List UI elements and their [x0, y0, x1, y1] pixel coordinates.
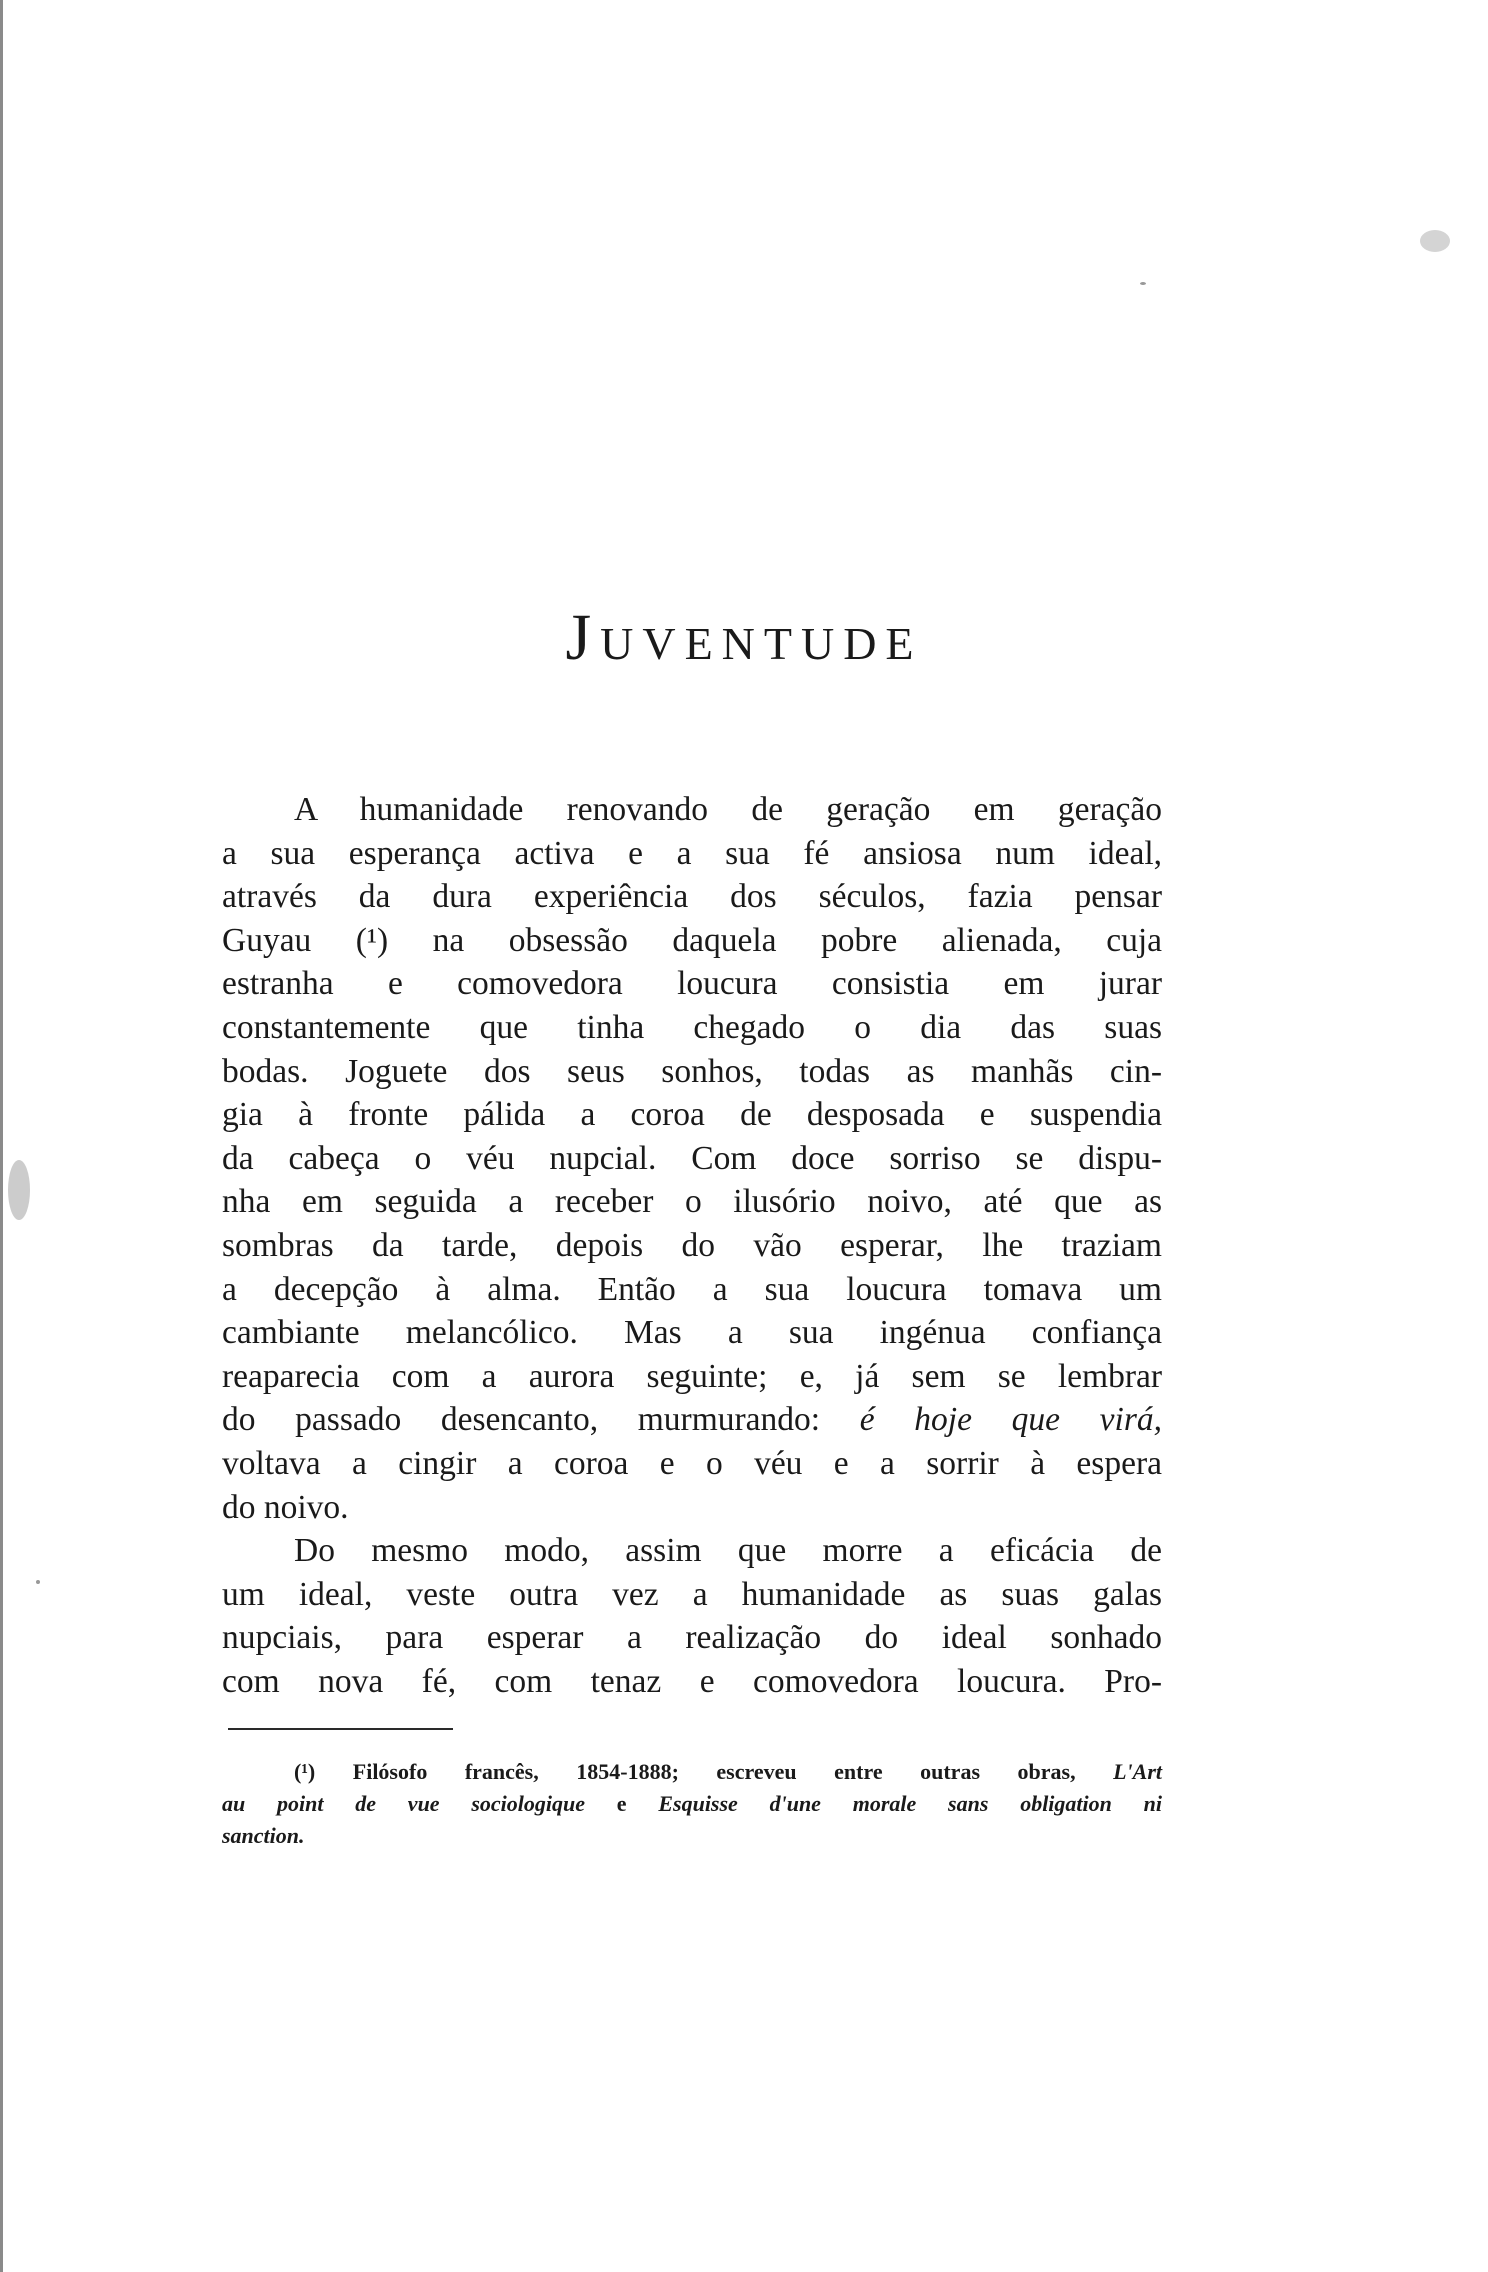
- text-line: [222, 1398, 1162, 1442]
- scan-edge: [0, 0, 3, 2272]
- footnote-line: [222, 1820, 1162, 1852]
- text-segment: do passado desencanto, murmurando:: [222, 1401, 860, 1439]
- footnote-divider: [228, 1728, 453, 1730]
- scan-speck: [1420, 230, 1450, 252]
- text-line: com nova fé, com tenaz e comovedora loucura. Pro-: [222, 1662, 1162, 1700]
- text-line: reaparecia com a aurora seguinte; e, já sem se lembrar: [222, 1357, 1162, 1395]
- text-segment: au point de vue sociologique: [222, 1791, 586, 1816]
- text-line: através da dura experiência dos séculos, fazia pensar: [222, 878, 1162, 916]
- text-line: A humanidade renovando de geração em geração: [294, 791, 1162, 828]
- text-segment: L'Art: [1113, 1759, 1163, 1784]
- text-line: estranha e comovedora loucura consistia em jurar: [222, 965, 1162, 1003]
- chapter-title: Juventude: [565, 601, 923, 674]
- text-line: nha em seguida a receber o ilusório noivo, até que as: [222, 1183, 1162, 1221]
- text-line: constantemente que tinha chegado o dia das suas: [222, 1008, 1162, 1046]
- text-line: bodas. Joguete dos seus sonhos, todas as manhãs cin-: [222, 1052, 1162, 1090]
- text-line: Guyau (¹) na obsessão daquela pobre alienada, cuja: [222, 921, 1162, 959]
- text-line: um ideal, veste outra vez a humanidade as suas galas: [222, 1575, 1162, 1613]
- text-line: a sua esperança activa e a sua fé ansiosa num ideal,: [222, 834, 1162, 872]
- scan-speck: [36, 1580, 40, 1584]
- text-line: sombras da tarde, depois do vão esperar, lhe traziam: [222, 1226, 1162, 1264]
- text-segment: Esquisse d'une morale sans obligation ni: [658, 1791, 1163, 1816]
- footnote: [222, 1756, 1162, 1852]
- text-segment: Filósofo francês, 1854-1888; escreveu entre outras obras,: [352, 1759, 1076, 1784]
- text-line: do noivo.: [222, 1488, 349, 1526]
- scan-speck: [8, 1160, 30, 1220]
- italic-quote: é hoje que virá,: [859, 1401, 1162, 1439]
- scan-speck: [1140, 282, 1146, 285]
- text-line: voltava a cingir a coroa e o véu e a sorrir à espera: [222, 1444, 1162, 1482]
- footnote-line: [222, 1788, 1162, 1820]
- text-line: gia à fronte pálida a coroa de desposada e suspendia: [222, 1096, 1162, 1134]
- text-segment: e: [616, 1791, 627, 1816]
- text-line: nupciais, para esperar a realização do ideal sonhado: [222, 1619, 1162, 1657]
- text-line: da cabeça o véu nupcial. Com doce sorriso se dispu-: [222, 1139, 1162, 1177]
- text-segment: sanction.: [222, 1823, 305, 1848]
- text-line: a decepção à alma. Então a sua loucura tomava um: [222, 1270, 1162, 1308]
- footnote-marker: (¹): [294, 1759, 316, 1784]
- chapter-body: [222, 788, 1162, 1703]
- text-line: Do mesmo modo, assim que morre a eficácia de: [294, 1532, 1162, 1570]
- footnote-line: [222, 1756, 1162, 1788]
- text-line: cambiante melancólico. Mas a sua ingénua confiança: [222, 1314, 1162, 1352]
